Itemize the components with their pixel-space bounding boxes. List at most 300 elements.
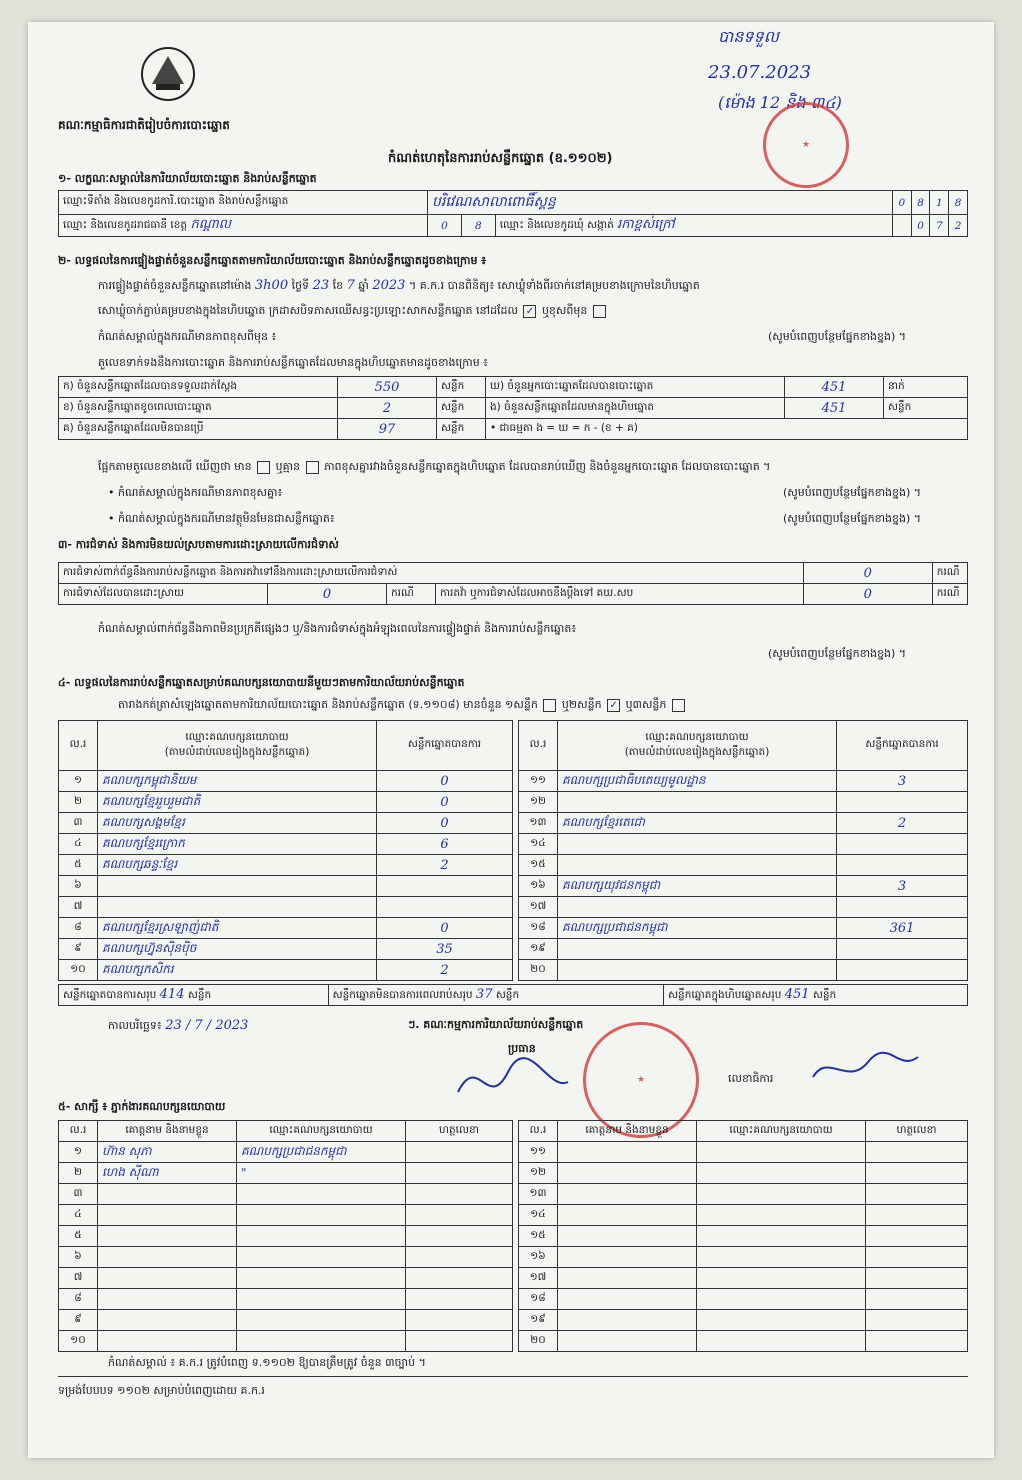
verification-time: 3h00 — [254, 278, 289, 293]
row-no: ៨ — [59, 918, 98, 939]
province-code-digit: 8 — [461, 215, 495, 237]
table-row — [59, 855, 513, 876]
day-label: ថ្ងៃទី — [291, 279, 310, 292]
row-no: ១១ — [519, 1142, 558, 1163]
table-row — [59, 1247, 513, 1268]
party-votes — [837, 834, 968, 855]
witness-signature — [866, 1226, 968, 1247]
table-row — [59, 918, 513, 939]
witness-signature — [866, 1184, 968, 1205]
row-no: ១៥ — [519, 855, 558, 876]
witness-party — [237, 1268, 406, 1289]
bullet-difference: • កំណត់សម្គាល់ក្នុងករណីមានភាពខុសគ្នា៖ — [108, 486, 283, 499]
witness-signature — [406, 1226, 513, 1247]
verification-text-b: ។ គ.ក.រ បានពិនិត្យ៖ សោឃ្លុំទាំងពីរចាក់នៅគម្របខាងក្រោមនៃហិបឆ្នោត — [408, 279, 700, 292]
objection-unit: ករណី — [932, 563, 967, 584]
sheet-count-text: តារាងកត់ត្រាសំឡេងឆ្នោតតាមការិយាល័យបោះឆ្នោត និងរាប់សន្លឹកឆ្នោត (ទ.១១០៨) មានចំនួន ១សន្លឹក — [118, 698, 538, 711]
witness-party — [237, 1289, 406, 1310]
party-votes — [837, 897, 968, 918]
table-row — [59, 1163, 513, 1184]
row-no: ១៤ — [519, 1205, 558, 1226]
row-no: ១០ — [59, 960, 98, 981]
commune-code-digit: 7 — [930, 215, 949, 237]
results-table-right — [518, 720, 968, 981]
witness-name — [558, 1184, 697, 1205]
committee-label: ៗ. គណៈកម្មការការិយាល័យរាប់សន្លឹកឆ្នោត — [408, 1018, 584, 1031]
row-no: ១៦ — [519, 1247, 558, 1268]
party-votes: 35 — [377, 939, 513, 960]
resolved-unit: ករណី — [387, 584, 436, 605]
received-date: 23.07.2023 — [708, 62, 812, 83]
row-no: ១៥ — [519, 1226, 558, 1247]
row-no: ១២ — [519, 1163, 558, 1184]
section-1-title: ១- លក្ខណៈសម្គាល់នៃការិយាល័យបោះឆ្នោត និងរាប់សន្លឹកឆ្នោត — [58, 172, 317, 185]
row-no: ១០ — [59, 1331, 98, 1352]
row-no: ១ — [59, 1142, 98, 1163]
code-digit: 8 — [949, 191, 968, 215]
party-votes — [837, 960, 968, 981]
row-no: ៤ — [59, 834, 98, 855]
table-row — [59, 1205, 513, 1226]
diff-note-fill: (សូមបំពេញបន្ថែមផ្នែកខាងខ្នង) ។ — [768, 330, 907, 343]
fig-value: 451 — [785, 377, 884, 398]
location-table — [58, 190, 968, 237]
section-5-title: ៥- សាក្សី ៖ ភ្នាក់ងារគណបក្សនយោបាយ — [58, 1100, 226, 1113]
totals-table — [58, 984, 968, 1006]
org-name: គណៈកម្មាធិការជាតិរៀបចំការបោះឆ្នោត — [58, 118, 230, 132]
row-no: ៦ — [59, 876, 98, 897]
figures-table — [58, 376, 968, 440]
table-row — [59, 897, 513, 918]
secretary-signature — [808, 1042, 928, 1096]
total-valid-label: សន្លឹកឆ្នោតបានការសរុប — [63, 988, 157, 1001]
province-label — [59, 215, 428, 237]
witness-signature — [406, 1163, 513, 1184]
party-name: គណបក្សខ្មែរតេជោ — [558, 813, 837, 834]
row-no: ១២ — [519, 792, 558, 813]
party-name — [558, 792, 837, 813]
witness-party — [697, 1310, 866, 1331]
party-votes: 0 — [377, 813, 513, 834]
figures-intro: តួលេខទាក់ទងនឹងការបោះឆ្នោត និងការរាប់សន្លឹកឆ្នោតដែលមានក្នុងហិបឆ្នោតមានដូចខាងក្រោម ៖ — [98, 356, 489, 369]
party-name: គណបក្សខ្មែរស្រឡាញ់ជាតិ — [98, 918, 377, 939]
witness-signature — [406, 1331, 513, 1352]
total-valid-value: 414 — [159, 986, 185, 1002]
empty-cell — [892, 215, 911, 237]
row-no: ១៣ — [519, 813, 558, 834]
irregularity-fill: (សូមបំពេញបន្ថែមផ្នែកខាងខ្នង) ។ — [768, 647, 907, 660]
party-votes: 0 — [377, 771, 513, 792]
party-name: គណបក្សប្រជាជនកម្ពុជា — [558, 918, 837, 939]
row-no: ៦ — [59, 1247, 98, 1268]
party-name — [558, 960, 837, 981]
table-row — [59, 1310, 513, 1331]
table-row — [519, 897, 968, 918]
date-line — [108, 1018, 248, 1035]
total-invalid-unit: សន្លឹក — [495, 988, 520, 1001]
fig-label: ឃ) ចំនួនអ្នកបោះឆ្នោតដែលបានបោះឆ្នោត — [486, 377, 785, 398]
witness-name — [558, 1289, 697, 1310]
table-row — [59, 813, 513, 834]
resolved-label: ការជំទាស់ដែលបានដោះស្រាយ — [59, 584, 268, 605]
party-name: គណបក្សយុវជនកម្ពុជា — [558, 876, 837, 897]
no-difference-checkbox[interactable] — [306, 461, 319, 474]
province-label-text: ឈ្មោះ និងលេខកូដរាជធានី ខេត្ត — [63, 219, 188, 231]
witness-signature — [406, 1247, 513, 1268]
party-name — [558, 897, 837, 918]
witness-name — [558, 1226, 697, 1247]
table-row — [59, 1289, 513, 1310]
row-no: ១៦ — [519, 876, 558, 897]
total-box-label: សន្លឹកឆ្នោតក្នុងហិបឆ្នោតសរុប — [668, 988, 782, 1001]
no-difference-label: ឬគ្មាន — [275, 460, 301, 473]
witness-party — [697, 1226, 866, 1247]
table-row — [519, 1205, 968, 1226]
objection-label: ការជំទាស់ពាក់ព័ន្ធនឹងការរាប់សន្លឹកឆ្នោត និងការតវ៉ាទៅនឹងការដោះស្រាយលើការជំទាស់ — [59, 563, 804, 584]
table-row — [519, 1163, 968, 1184]
seal-line — [98, 304, 608, 320]
party-name — [558, 939, 837, 960]
row-no: ១ — [59, 771, 98, 792]
row-no: ១៩ — [519, 1310, 558, 1331]
secretary-label: លេខាធិការ — [728, 1072, 774, 1085]
witness-party: " — [237, 1163, 406, 1184]
commune-code-digit: 0 — [911, 215, 930, 237]
witness-name — [558, 1310, 697, 1331]
col-sign: ហត្ថលេខា — [866, 1121, 968, 1142]
fig-label: ក) ចំនួនសន្លឹកឆ្នោតដែលបានទទួលដាក់ស្តែង — [59, 377, 338, 398]
row-no: ៣ — [59, 1184, 98, 1205]
witness-party — [697, 1331, 866, 1352]
witness-signature — [406, 1205, 513, 1226]
party-name — [98, 897, 377, 918]
party-votes: 3 — [837, 876, 968, 897]
table-row — [519, 1247, 968, 1268]
table-row — [519, 834, 968, 855]
date-value: 23 / 7 / 2023 — [165, 1018, 249, 1033]
col-name: គោត្តនាម និងនាមខ្លួន — [98, 1121, 237, 1142]
objection-table — [58, 562, 968, 605]
col-no: ល.រ — [519, 1121, 558, 1142]
witness-signature — [866, 1310, 968, 1331]
province-code-digit: 0 — [428, 215, 462, 237]
resolved-value: 0 — [268, 584, 387, 605]
two-sheet-label: ឬ២សន្លឹក — [561, 698, 602, 711]
row-no: ១៧ — [519, 1268, 558, 1289]
appeal-value: 0 — [803, 584, 932, 605]
province-value: កណ្ដាល — [190, 217, 232, 232]
party-votes — [837, 792, 968, 813]
row-no: ២០ — [519, 960, 558, 981]
appeal-unit: ករណី — [932, 584, 967, 605]
row-no: ១៩ — [519, 939, 558, 960]
witness-name — [558, 1163, 697, 1184]
location-value: បរិវេណសាលាពោធិ៍ស្គន្ធ — [428, 191, 893, 215]
witness-signature — [406, 1142, 513, 1163]
total-box-unit: សន្លឹក — [812, 988, 837, 1001]
difference-text: ផ្អែកតាមតួលេខខាងលើ ឃើញថា មាន — [98, 460, 252, 473]
row-no: ៩ — [59, 1310, 98, 1331]
fig-value: 97 — [338, 419, 437, 440]
witness-name — [98, 1289, 237, 1310]
party-name: គណបក្សឆន្ទៈខ្មែរ — [98, 855, 377, 876]
table-row — [519, 960, 968, 981]
fig-value: 550 — [338, 377, 437, 398]
party-name — [98, 876, 377, 897]
row-no: ៣ — [59, 813, 98, 834]
col-name: គោត្តនាម និងនាមខ្លួន — [558, 1121, 697, 1142]
witness-signature — [866, 1268, 968, 1289]
table-row — [519, 1310, 968, 1331]
sheet-count-line — [118, 698, 687, 714]
col-party — [98, 721, 377, 771]
red-stamp-top: ★ — [763, 102, 849, 188]
witness-signature — [406, 1310, 513, 1331]
row-no: ១៣ — [519, 1184, 558, 1205]
table-row — [59, 792, 513, 813]
bullet-object-fill: (សូមបំពេញបន្ថែមផ្នែកខាងខ្នង) ។ — [783, 512, 922, 525]
chair-label: ប្រធាន — [508, 1042, 536, 1055]
witness-name — [558, 1268, 697, 1289]
row-no: ១៧ — [519, 897, 558, 918]
col-party-sub: (តាមលំដាប់លេខរៀងក្នុងសន្លឹកឆ្នោត) — [624, 745, 770, 758]
section-3-title: ៣- ការជំទាស់ និងការមិនយល់ស្របតាមការដោះស្រាយលើការជំទាស់ — [58, 538, 339, 551]
witness-name: ហ៊ាន សុភា — [98, 1142, 237, 1163]
witness-table-left — [58, 1120, 513, 1352]
table-row — [519, 1289, 968, 1310]
difference-line — [98, 460, 770, 476]
code-digit: 0 — [892, 191, 911, 215]
table-row — [59, 1184, 513, 1205]
total-box-value: 451 — [784, 986, 810, 1002]
verification-line — [98, 278, 700, 295]
col-party-sub: (តាមលំដាប់លេខរៀងក្នុងសន្លឹកឆ្នោត) — [164, 745, 310, 758]
table-row — [519, 1268, 968, 1289]
witness-party — [697, 1142, 866, 1163]
row-no: ៤ — [59, 1205, 98, 1226]
objection-value: 0 — [803, 563, 932, 584]
party-votes — [377, 876, 513, 897]
party-votes: 0 — [377, 918, 513, 939]
col-party-text: ឈ្មោះគណបក្សនយោបាយ — [645, 730, 749, 743]
code-digit: 8 — [911, 191, 930, 215]
row-no: ៧ — [59, 1268, 98, 1289]
form-title: កំណត់ហេតុនៃការរាប់សន្លឹកឆ្នោត (ឧ.១១០២) — [388, 151, 613, 166]
party-name: គណបក្សប្រជាធិបតេយ្យមូលដ្ឋាន — [558, 771, 837, 792]
appeal-label: ការតវ៉ា ឬការជំទាស់ដែលអាចនឹងប្តឹងទៅ គឃ.សប — [436, 584, 804, 605]
table-row — [59, 960, 513, 981]
table-row — [59, 939, 513, 960]
verification-text: ការផ្ទៀងផ្ទាត់ចំនួនសន្លឹកឆ្នោតនៅម៉ោង — [98, 279, 252, 292]
witness-signature — [406, 1289, 513, 1310]
row-no: ១៨ — [519, 1289, 558, 1310]
fig-label: គ) ចំនួនសន្លឹកឆ្នោតដែលមិនបានប្រើ — [59, 419, 338, 440]
ballot-count-form — [28, 22, 994, 1458]
total-valid-unit: សន្លឹក — [187, 988, 212, 1001]
row-no: ១១ — [519, 771, 558, 792]
witness-party — [697, 1289, 866, 1310]
total-invalid-label: សន្លឹកឆ្នោតមិនបានការពេលរាប់សរុប — [332, 988, 473, 1001]
col-votes: សន្លឹកឆ្នោតបានការ — [837, 721, 968, 771]
witness-party — [237, 1184, 406, 1205]
table-row — [59, 771, 513, 792]
commune-code-digit: 2 — [949, 215, 968, 237]
col-no: ល.រ — [59, 1121, 98, 1142]
table-row — [519, 792, 968, 813]
same-checkbox[interactable]: ✓ — [523, 305, 536, 318]
col-no: ល.រ — [59, 721, 98, 771]
row-no: ៥ — [59, 855, 98, 876]
fig-value: 451 — [785, 398, 884, 419]
row-no: ២០ — [519, 1331, 558, 1352]
total-box-cell — [664, 985, 968, 1006]
party-name: គណបក្សសង្គមខ្មែរ — [98, 813, 377, 834]
witness-party — [237, 1205, 406, 1226]
row-no: ៧ — [59, 897, 98, 918]
witness-name — [98, 1184, 237, 1205]
commune-value: រកាខ្ពស់ក្រៅ — [617, 217, 675, 232]
footnote: កំណត់សម្គាល់ ៖ គ.ក.រ ត្រូវបំពេញ ទ.១១០២ ឱ្យបានត្រឹមត្រូវ ចំនួន ៣ច្បាប់ ។ — [108, 1356, 426, 1369]
irregularity-note: កំណត់សម្គាល់ពាក់ព័ន្ធនឹងភាពមិនប្រក្រតីផ្សេងៗ ឬ/និងការជំទាស់ក្នុងអំឡុងពេលនៃការផ្ទៀងផ្ទាត់ និងការរាប់សន្លឹកឆ្នោត៖ — [98, 622, 577, 635]
row-no: ៥ — [59, 1226, 98, 1247]
party-name: គណបក្សកសិករ — [98, 960, 377, 981]
fig-unit: សន្លឹក — [437, 377, 486, 398]
party-votes: 6 — [377, 834, 513, 855]
fig-formula: • ជាធម្មតា ង = ឃ = ក - (ខ + គ) — [486, 419, 968, 440]
witness-name: ហេង ស៊ីណា — [98, 1163, 237, 1184]
table-row — [519, 855, 968, 876]
party-name — [558, 855, 837, 876]
received-time: (ម៉ោង 12 និង ៣៤) — [718, 93, 842, 112]
diff-note-label: កំណត់សម្គាល់ក្នុងករណីមានភាពខុសពីមុន ៖ — [98, 330, 277, 343]
total-valid-cell — [59, 985, 329, 1006]
witness-party — [237, 1226, 406, 1247]
witness-name — [558, 1331, 697, 1352]
witness-party — [697, 1268, 866, 1289]
party-name: គណបក្សកម្ពុជានិយម — [98, 771, 377, 792]
row-no: ៩ — [59, 939, 98, 960]
witness-name — [98, 1310, 237, 1331]
witness-name — [558, 1247, 697, 1268]
col-party: ឈ្មោះគណបក្សនយោបាយ — [697, 1121, 866, 1142]
witness-signature — [866, 1247, 968, 1268]
table-row — [519, 918, 968, 939]
three-sheet-label: ឬ៣សន្លឹក — [625, 698, 667, 711]
section-4-title: ៤- លទ្ធផលនៃការរាប់សន្លឹកឆ្នោតសម្រាប់គណបក្សនយោបាយនីមួយៗតាមការិយាល័យរាប់សន្លឹកឆ្នោត — [58, 676, 465, 689]
table-row — [59, 834, 513, 855]
red-stamp-bottom: ★ — [583, 1022, 699, 1138]
witness-signature — [866, 1331, 968, 1352]
table-row — [519, 1142, 968, 1163]
table-row — [519, 771, 968, 792]
different-checkbox[interactable] — [593, 305, 606, 318]
verification-month: 7 — [346, 278, 355, 293]
different-label: ឬខុសពីមុន — [541, 304, 588, 317]
verification-day: 23 — [312, 278, 330, 293]
received-note: បានទទួល — [718, 27, 779, 46]
section-2-title: ២- លទ្ធផលនៃការផ្ទៀងផ្ទាត់ចំនួនសន្លឹកឆ្នោតតាមការិយាល័យបោះឆ្នោត និងរាប់សន្លឹកឆ្នោតដូចខាងក្រោម ៖ — [58, 254, 487, 267]
table-row — [519, 1226, 968, 1247]
party-name: គណបក្សខ្មែររួបរួមជាតិ — [98, 792, 377, 813]
verification-year: 2023 — [372, 278, 406, 293]
party-votes: 2 — [377, 960, 513, 981]
bullet-object: • កំណត់សម្គាល់ក្នុងករណីមានវត្ថុមិនមែនជាសន្លឹកឆ្នោត៖ — [108, 512, 335, 525]
witness-party — [237, 1310, 406, 1331]
fig-unit: សន្លឹក — [437, 419, 486, 440]
witness-party — [237, 1247, 406, 1268]
party-votes: 2 — [837, 813, 968, 834]
fig-unit: សន្លឹក — [884, 398, 968, 419]
col-party-text: ឈ្មោះគណបក្សនយោបាយ — [185, 730, 289, 743]
footer-rule — [58, 1376, 968, 1377]
table-row — [519, 1331, 968, 1352]
party-name: គណបក្សខ្មែរក្រោក — [98, 834, 377, 855]
party-votes: 3 — [837, 771, 968, 792]
one-sheet-checkbox[interactable] — [543, 699, 556, 712]
witness-name — [558, 1205, 697, 1226]
nec-logo — [138, 44, 198, 104]
three-sheet-checkbox[interactable] — [672, 699, 685, 712]
witness-party — [237, 1331, 406, 1352]
row-no: ២ — [59, 792, 98, 813]
seal-text: សោឃ្លុំចាក់ភ្ជាប់គម្របខាងក្នុងនៃហិបឆ្នោត ក្រដាសបិទភាសឈើសន្ធះប្រឡោះសាកសន្លឹកឆ្នោត នៅដដែល — [98, 304, 518, 317]
table-row — [59, 1268, 513, 1289]
two-sheet-checkbox[interactable]: ✓ — [607, 699, 620, 712]
witness-party — [697, 1247, 866, 1268]
witness-signature — [866, 1142, 968, 1163]
witness-name — [98, 1247, 237, 1268]
table-row — [519, 939, 968, 960]
row-no: ៨ — [59, 1289, 98, 1310]
location-label: ឈ្មោះទីតាំង និងលេខកូដការិ.បោះឆ្នោត និងរាប់សន្លឹកឆ្នោត — [59, 191, 428, 215]
fig-label: ខ) ចំនួនសន្លឹកឆ្នោតខូចពេលបោះឆ្នោត — [59, 398, 338, 419]
col-sign: ហត្ថលេខា — [406, 1121, 513, 1142]
witness-signature — [866, 1205, 968, 1226]
chair-signature — [448, 1052, 578, 1116]
bullet-difference-fill: (សូមបំពេញបន្ថែមផ្នែកខាងខ្នង) ។ — [783, 486, 922, 499]
results-table-left — [58, 720, 513, 981]
col-party: ឈ្មោះគណបក្សនយោបាយ — [237, 1121, 406, 1142]
witness-signature — [866, 1163, 968, 1184]
party-votes: 0 — [377, 792, 513, 813]
party-votes: 2 — [377, 855, 513, 876]
table-row — [519, 813, 968, 834]
date-label: កាលបរិច្ឆេទ៖ — [108, 1019, 162, 1032]
party-votes — [837, 939, 968, 960]
witness-name — [98, 1226, 237, 1247]
table-row — [59, 876, 513, 897]
table-row — [519, 1184, 968, 1205]
has-difference-checkbox[interactable] — [257, 461, 270, 474]
difference-text-c: ភាពខុសគ្នារវាងចំនួនសន្លឹកឆ្នោតក្នុងហិបឆ្នោត ដែលបានរាប់ឃើញ និងចំនួនអ្នកបោះឆ្នោត ដែលបានបោះឆ្នោត ។ — [324, 460, 771, 473]
fig-unit: សន្លឹក — [437, 398, 486, 419]
row-no: ២ — [59, 1163, 98, 1184]
party-votes: 361 — [837, 918, 968, 939]
party-votes — [837, 855, 968, 876]
witness-signature — [866, 1289, 968, 1310]
col-votes: សន្លឹកឆ្នោតបានការ — [377, 721, 513, 771]
witness-name — [98, 1205, 237, 1226]
total-invalid-cell — [328, 985, 663, 1006]
total-invalid-value: 37 — [475, 986, 493, 1002]
year-label: ឆ្នាំ — [358, 279, 369, 292]
witness-signature — [406, 1268, 513, 1289]
witness-party: គណបក្សប្រជាជនកម្ពុជា — [237, 1142, 406, 1163]
table-row — [59, 1226, 513, 1247]
fig-label: ង) ចំនួនសន្លឹកឆ្នោតដែលមានក្នុងហិបឆ្នោត — [486, 398, 785, 419]
witness-table-right — [518, 1120, 968, 1352]
witness-name — [558, 1142, 697, 1163]
